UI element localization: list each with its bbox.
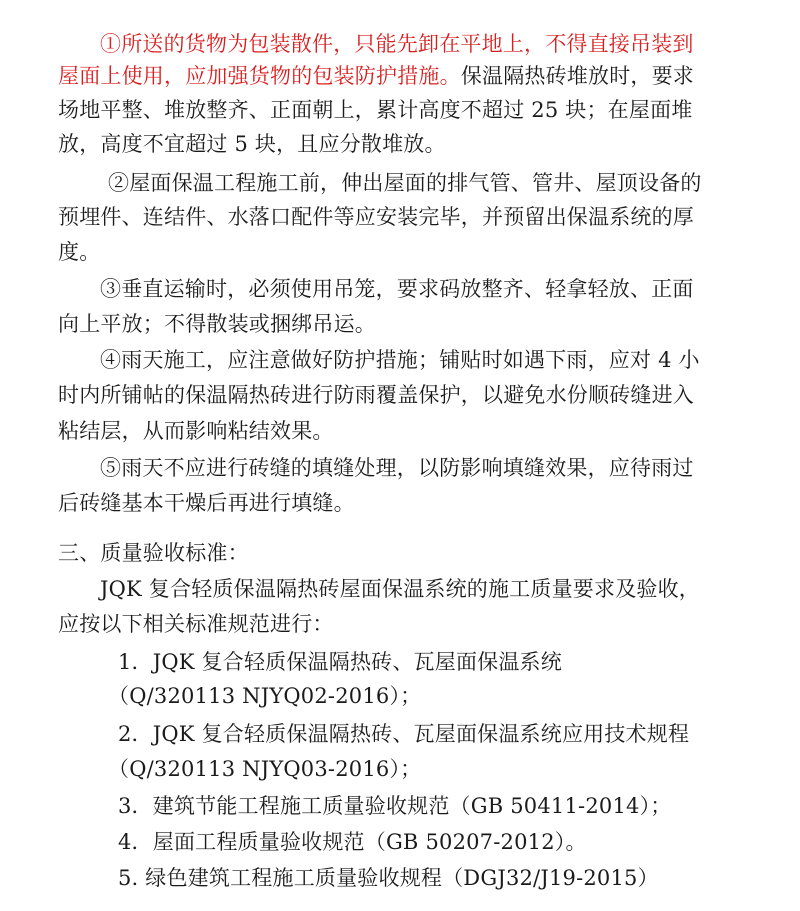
para1-line1	[100, 29, 694, 59]
para1-line1-text: ①所送的货物为包装散件，只能先卸在平地上，不得直接吊装到	[100, 32, 694, 56]
standard-item-2-line2: （Q/320113 NJYQ03-2016）；	[108, 757, 422, 781]
para1-line2	[58, 61, 694, 91]
para1-line4: 放，高度不宜超过 5 块，且应分散堆放。	[58, 132, 446, 156]
standard-item-3: 3．建筑节能工程施工质量验收规范（GB 50411-2014）；	[118, 794, 672, 818]
para1-line3: 场地平整、堆放整齐、正面朝上，累计高度不超过 25 块；在屋面堆	[58, 98, 693, 122]
para4-line3: 粘结层，从而影响粘结效果。	[58, 419, 334, 443]
standard-item-5: 5. 绿色建筑工程施工质量验收规程（DGJ32/J19-2015）	[118, 866, 659, 890]
para2-line3: 度。	[58, 240, 101, 264]
standard-item-1-line2: （Q/320113 NJYQ02-2016）；	[108, 684, 422, 708]
para1-line2-black-text: 保温隔热砖堆放时，要求	[460, 64, 695, 88]
section3-intro-line2: 应按以下相关标准规范进行：	[58, 612, 334, 636]
para5-line1: ⑤雨天不应进行砖缝的填缝处理，以防影响填缝效果，应待雨过	[100, 456, 694, 480]
para4-line1: ④雨天施工，应注意做好防护措施；铺贴时如遇下雨，应对 4 小	[100, 348, 700, 372]
standard-item-4: 4．屋面工程质量验收规范（GB 50207-2012）。	[118, 830, 587, 854]
section3-heading: 三、质量验收标准：	[58, 541, 249, 565]
section3-intro-line1: JQK 复合轻质保温隔热砖屋面保温系统的施工质量要求及验收，	[100, 577, 700, 601]
para2-line2: 预埋件、连结件、水落口配件等应安装完毕，并预留出保温系统的厚	[58, 205, 694, 229]
para3-line1: ③垂直运输时，必须使用吊笼，要求码放整齐、轻拿轻放、正面	[100, 277, 694, 301]
standard-item-1-line1: 1．JQK 复合轻质保温隔热砖、瓦屋面保温系统	[118, 650, 562, 674]
para3-line2: 向上平放；不得散装或捆绑吊运。	[58, 312, 376, 336]
standard-item-2-line1: 2．JQK 复合轻质保温隔热砖、瓦屋面保温系统应用技术规程	[118, 722, 690, 746]
para1-line2-red-text: 屋面上使用，应加强货物的包装防护措施。	[58, 64, 461, 88]
para4-line2: 时内所铺帖的保温隔热砖进行防雨覆盖保护，以避免水份顺砖缝进入	[58, 383, 694, 407]
para2-line1: ②屋面保温工程施工前，伸出屋面的排气管、管井、屋顶设备的	[108, 171, 702, 195]
para5-line2: 后砖缝基本干燥后再进行填缝。	[58, 491, 355, 515]
